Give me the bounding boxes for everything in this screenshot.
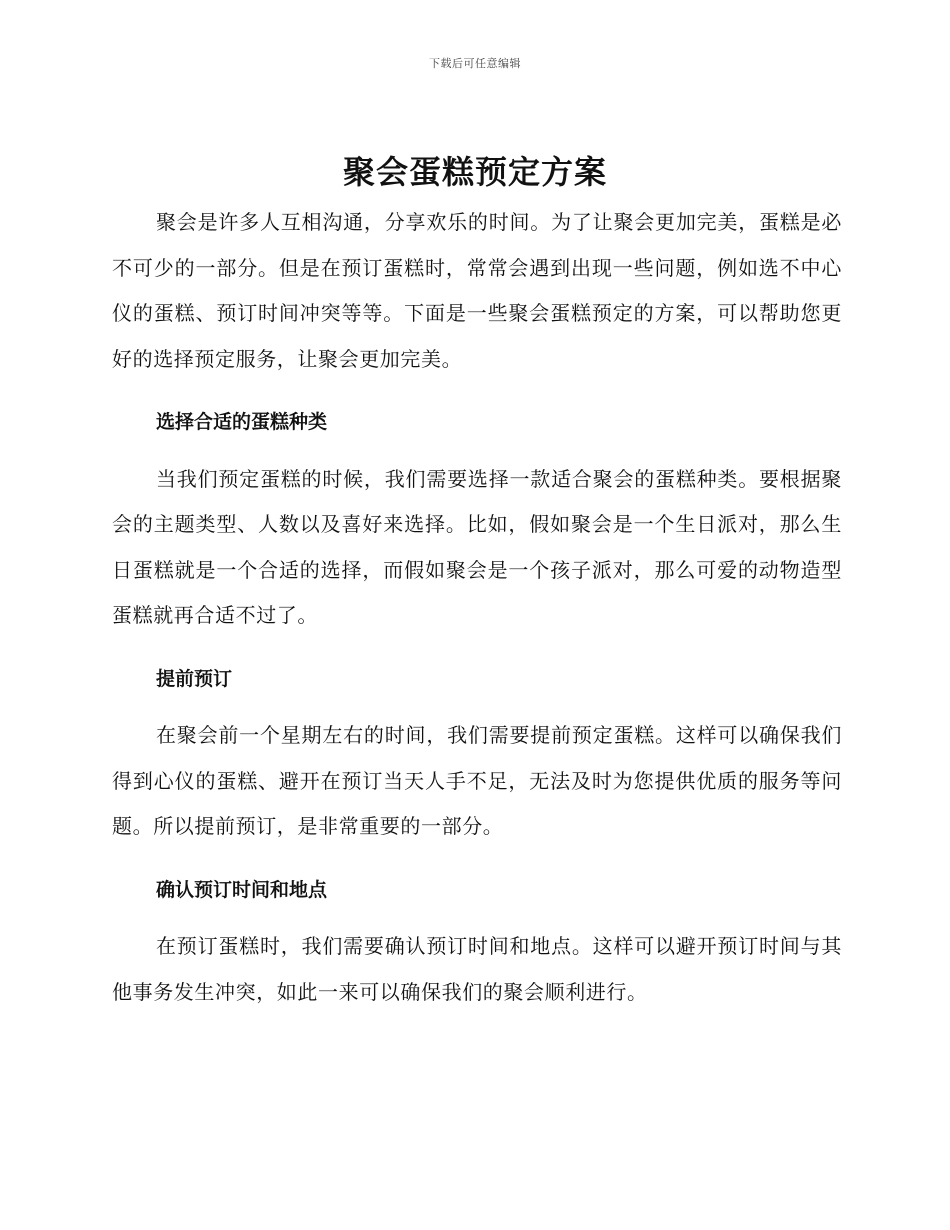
document-title: 聚会蛋糕预定方案 [342,153,607,191]
header-note: 下载后可任意编辑 [429,57,521,70]
section-heading-cake-type: 选择合适的蛋糕种类 [156,411,328,433]
intro-paragraph: 聚会是许多人互相沟通，分享欢乐的时间。为了让聚会更加完美，蛋糕是必不可少的一部分。但是在预订蛋糕时，常常会遇到出现一些问题，例如选不中心仪的蛋糕、预订时间冲突等等。下面是一些聚会蛋糕预定的方案，可以帮助您更好的选择预定服务，让聚会更加完美。 [112,210,842,371]
section-heading-advance-booking: 提前预订 [156,667,233,690]
section-body-confirm-time-place: 在预订蛋糕时，我们需要确认预订时间和地点。这样可以避开预订时间与其他事务发生冲突，如此一来可以确保我们的聚会顺利进行。 [112,934,842,1004]
document-body [112,200,842,1015]
section-heading-confirm-time-place: 确认预订时间和地点 [156,878,328,901]
section-body-advance-booking: 在聚会前一个星期左右的时间，我们需要提前预定蛋糕。这样可以确保我们得到心仪的蛋糕、避开在预订当天人手不足，无法及时为您提供优质的服务等问题。所以提前预订，是非常重要的一部分。 [112,723,842,838]
section-body-cake-type: 当我们预定蛋糕的时候，我们需要选择一款适合聚会的蛋糕种类。要根据聚会的主题类型、人数以及喜好来选择。比如，假如聚会是一个生日派对，那么生日蛋糕就是一个合适的选择，而假如聚会是一个孩子派对，那么可爱的动物造型蛋糕就再合适不过了。 [112,466,842,627]
